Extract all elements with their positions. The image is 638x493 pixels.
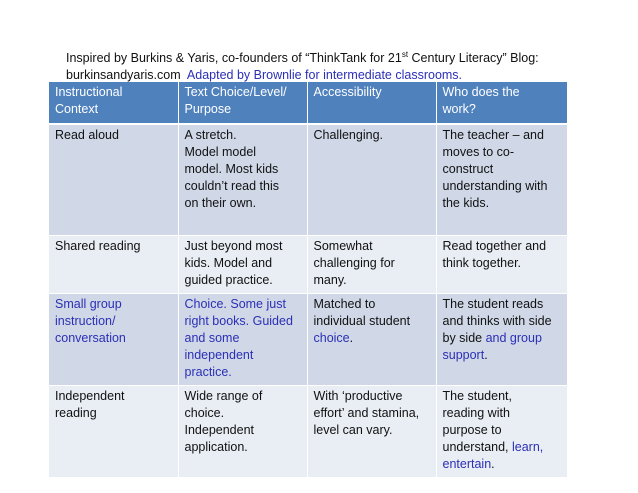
table-row-small-group (49, 294, 567, 386)
header-text-choice (178, 82, 307, 124)
blog-url: burkinsandyaris.com (66, 68, 181, 82)
cell-line (185, 238, 301, 255)
cell-text: Independent (184, 423, 255, 437)
cell-text: moves to co- (442, 145, 515, 159)
cell-line (314, 388, 430, 405)
cell-line (185, 330, 301, 347)
cell-text: purpose to (442, 423, 502, 437)
cell-line (185, 364, 301, 381)
table-cell (307, 294, 436, 386)
cell-text: level can vary. (313, 423, 393, 437)
cell-text: Read together and (442, 239, 547, 253)
cell-line (55, 330, 172, 347)
cell-text: model. Most kids (184, 162, 279, 176)
cell-line (185, 195, 301, 212)
cell-line (185, 161, 301, 178)
cell-text-tail: . (491, 457, 495, 471)
cell-line (55, 388, 172, 405)
cell-text: Independent (55, 389, 125, 403)
cell-line (314, 296, 430, 313)
table-header-row (49, 82, 567, 124)
cell-text: The student, (442, 389, 512, 403)
cell-text: couldn’t read this (184, 179, 280, 193)
cell-text: understanding with (442, 179, 548, 193)
cell-line (443, 456, 561, 473)
cell-text: choice (313, 331, 350, 345)
cell-text: kids. Model and (184, 256, 273, 270)
cell-text: conversation (55, 331, 126, 345)
cell-line (314, 255, 430, 272)
cell-text: Shared reading (55, 239, 141, 253)
cell-line (443, 422, 561, 439)
table-cell (178, 124, 307, 236)
cell-line (314, 405, 430, 422)
cell-line (314, 272, 430, 289)
cell-line (314, 422, 430, 439)
cell-line (314, 313, 430, 330)
header-line: Accessibility (313, 85, 382, 99)
cell-text: Small group (55, 297, 122, 311)
header-instructional-context (49, 82, 178, 124)
cell-line (443, 238, 561, 255)
caption-text-end: Century Literacy” Blog: (408, 51, 539, 65)
cell-text: A stretch. (184, 128, 237, 142)
cell-line (55, 405, 172, 422)
cell-text-tail: . (349, 331, 354, 345)
cell-line (185, 405, 301, 422)
cell-text: Somewhat (313, 239, 373, 253)
cell-line (443, 178, 561, 195)
header-line: Instructional (55, 85, 123, 99)
table-cell (436, 294, 567, 386)
cell-line (55, 313, 172, 330)
header-line: work? (442, 102, 476, 116)
table-cell (178, 236, 307, 294)
cell-line (443, 439, 561, 456)
cell-text: challenging for (313, 256, 395, 270)
cell-text: entertain (442, 457, 492, 471)
cell-text: The student reads (442, 297, 544, 311)
cell-text: Wide range of (184, 389, 263, 403)
literacy-framework-table (49, 82, 568, 478)
cell-line (443, 296, 561, 313)
cell-line (185, 422, 301, 439)
cell-line (185, 127, 301, 144)
cell-line (185, 178, 301, 195)
cell-line (185, 272, 301, 289)
cell-text: and thinks with side (442, 314, 552, 328)
header-accessibility (307, 82, 436, 124)
cell-text: right books. Guided (184, 314, 293, 328)
table-cell (49, 124, 178, 236)
cell-text: by side (442, 331, 486, 345)
cell-text: effort’ and stamina, (313, 406, 420, 420)
cell-line (443, 195, 561, 212)
caption (66, 50, 626, 84)
cell-text: the kids. (442, 196, 490, 210)
cell-line (185, 296, 301, 313)
cell-line (443, 405, 561, 422)
cell-line (443, 144, 561, 161)
table-cell (307, 124, 436, 236)
cell-text: instruction/ (55, 314, 116, 328)
cell-line (55, 296, 172, 313)
cell-text: Challenging. (313, 128, 383, 142)
table-cell (307, 236, 436, 294)
cell-text: The teacher – and (442, 128, 544, 142)
cell-line (185, 388, 301, 405)
cell-text-tail: . (484, 348, 488, 362)
cell-text: reading (55, 406, 97, 420)
cell-line (443, 127, 561, 144)
cell-text: choice. (184, 406, 225, 420)
cell-text: support (442, 348, 485, 362)
cell-line (185, 255, 301, 272)
cell-text: understand, (442, 440, 512, 454)
cell-text: Model model (184, 145, 257, 159)
table-cell (178, 294, 307, 386)
cell-text: reading with (442, 406, 510, 420)
cell-text: on their own. (184, 196, 257, 210)
cell-text: many. (313, 273, 347, 287)
header-line: Who does the (442, 85, 520, 99)
cell-text: Read aloud (55, 128, 119, 142)
cell-line (185, 439, 301, 456)
header-line: Text Choice/Level/ (184, 85, 287, 99)
caption-line-1 (66, 50, 626, 67)
cell-line (443, 313, 561, 330)
cell-text: Just beyond most (184, 239, 283, 253)
cell-line (55, 127, 172, 144)
cell-line (443, 388, 561, 405)
table-cell (307, 386, 436, 478)
cell-text: individual student (313, 314, 411, 328)
cell-line (443, 330, 561, 347)
cell-line (185, 313, 301, 330)
cell-line (443, 255, 561, 272)
table-row-shared-reading (49, 236, 567, 294)
header-line: Purpose (184, 102, 232, 116)
cell-text: Matched to (313, 297, 376, 311)
table-row-read-aloud (49, 124, 567, 236)
cell-text-highlight: learn, (512, 440, 544, 454)
cell-line (185, 144, 301, 161)
header-who-does-work (436, 82, 567, 124)
cell-text: practice. (184, 365, 232, 379)
table-cell (436, 124, 567, 236)
cell-text: think together. (442, 256, 522, 270)
cell-line (185, 347, 301, 364)
caption-superscript: st (401, 49, 409, 59)
cell-text: construct (442, 162, 494, 176)
cell-text: application. (184, 440, 248, 454)
cell-line (314, 238, 430, 255)
table-cell (49, 386, 178, 478)
table-cell (49, 294, 178, 386)
table-row-independent-reading (49, 386, 567, 478)
table-cell (178, 386, 307, 478)
cell-text: and some (184, 331, 240, 345)
cell-text: Choice. Some just (184, 297, 286, 311)
caption-text: Inspired by Burkins & Yaris, co-founders of “ThinkTank for 21 (66, 51, 402, 65)
adapted-note: Adapted by Brownlie for intermediate classrooms. (186, 68, 463, 82)
cell-text-highlight: and group (485, 331, 542, 345)
cell-line (314, 330, 430, 347)
cell-line (314, 127, 430, 144)
cell-text: independent (184, 348, 254, 362)
header-line: Context (55, 102, 99, 116)
cell-text: With ‘productive (313, 389, 403, 403)
table-cell (49, 236, 178, 294)
cell-line (55, 238, 172, 255)
cell-line (443, 161, 561, 178)
table-cell (436, 386, 567, 478)
cell-text: guided practice. (184, 273, 273, 287)
cell-line (443, 347, 561, 364)
table-cell (436, 236, 567, 294)
